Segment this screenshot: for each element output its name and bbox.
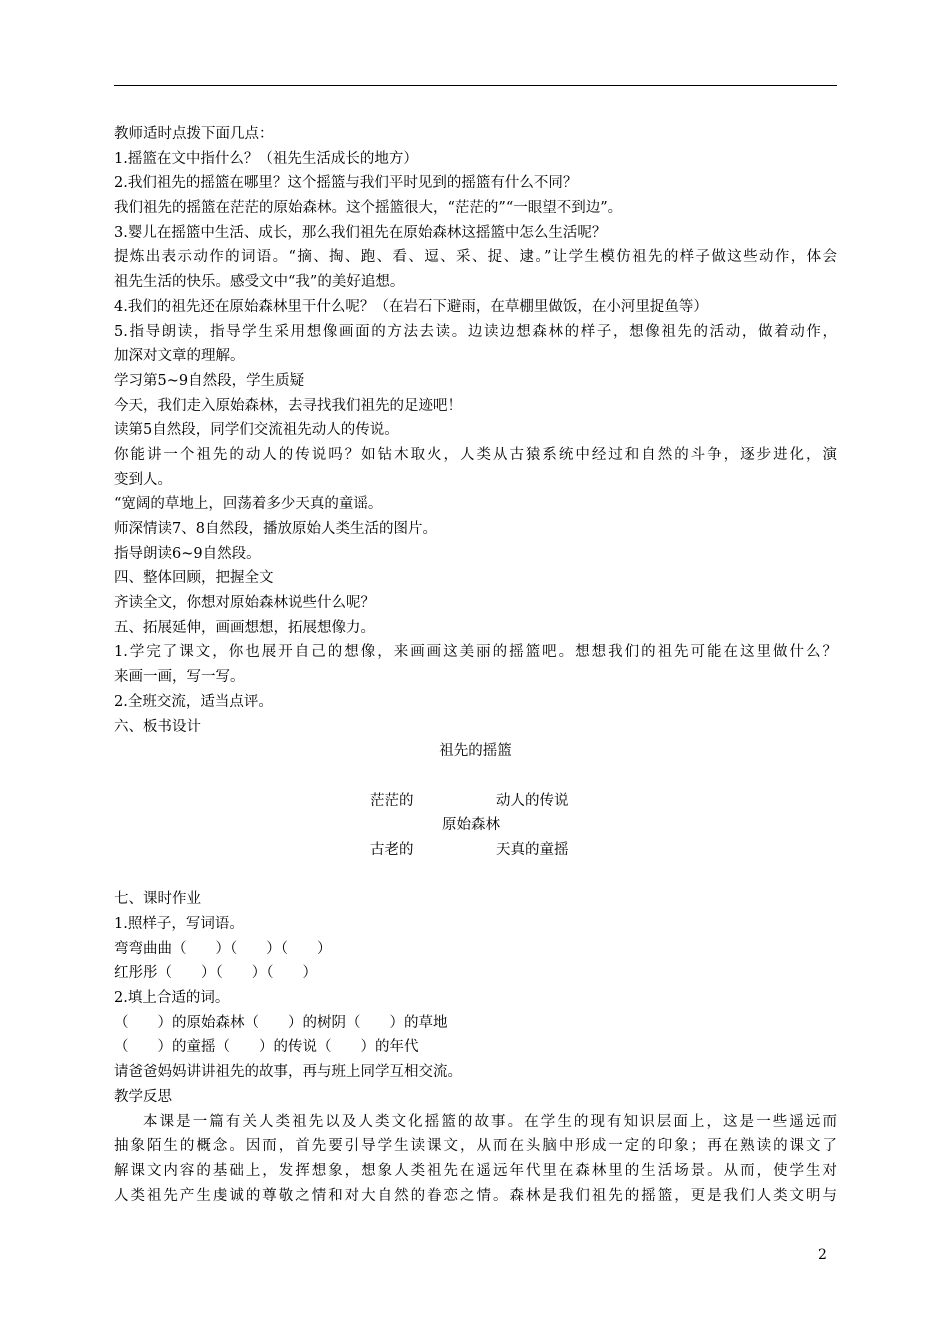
text-line: 1.摇篮在文中指什么？（祖先生活成长的地方）: [114, 150, 418, 167]
text-line: 请爸爸妈妈讲讲祖先的故事，再与班上同学互相交流。: [114, 1064, 462, 1081]
board-row: [114, 789, 837, 814]
text-line: 齐读全文，你想对原始森林说些什么呢？: [114, 595, 375, 612]
text-line: 来画一画，写一写。: [114, 669, 245, 686]
text-line: 教师适时点拨下面几点：: [114, 126, 274, 142]
text-line: 4.我们的祖先还在原始森林里干什么呢？（在岩石下避雨，在草棚里做饭，在小河里捉鱼等）: [114, 298, 708, 315]
text-line: 弯弯曲曲（ ）（ ）（ ）: [114, 940, 332, 957]
board-row: [114, 813, 837, 838]
text-line: 祖先生活的快乐。感受文中“我”的美好追想。: [114, 274, 405, 291]
text-line: 1.学完了课文，你也展开自己的想像，来画画这美丽的摇篮吧。想想我们的祖先可能在这里做什么？: [114, 644, 837, 661]
text-line: 2.全班交流，适当点评。: [114, 693, 273, 710]
text-line: 学习第5~9自然段，学生质疑: [114, 372, 305, 389]
text-line: 3.婴儿在摇篮中生活、成长，那么我们祖先在原始森林这摇篮中怎么生活呢？: [114, 224, 607, 241]
text-line: 指导朗读6~9自然段。: [114, 545, 261, 562]
text-line: 你能讲一个祖先的动人的传说吗？如钻木取火，人类从古猿系统中经过和自然的斗争，逐步进化，演: [114, 446, 837, 463]
page-number: 2: [818, 1247, 827, 1263]
board-right-top: 动人的传说: [496, 792, 569, 809]
text-line: 红彤彤（ ）（ ）（ ）: [114, 965, 317, 982]
section-heading: 五、拓展延伸，画画想想，拓展想像力。: [114, 619, 375, 636]
section-heading: 四、整体回顾，把握全文: [114, 570, 274, 587]
text-line: 变到人。: [114, 471, 172, 488]
text-line: 今天，我们走入原始森林，去寻找我们祖先的足迹吧！: [114, 397, 462, 414]
text-line: 1.照样子，写词语。: [114, 916, 244, 932]
text-line: 5.指导朗读，指导学生采用想像画面的方法去读。边读边想森林的样子，想像祖先的活动，做着动作，: [114, 323, 837, 340]
text-line: 2.我们祖先的摇篮在哪里？这个摇篮与我们平时见到的摇篮有什么不同？: [114, 175, 578, 192]
header-rule: [114, 85, 837, 86]
spacer: [114, 863, 837, 888]
board-center: 原始森林: [442, 817, 500, 834]
board-right-bottom: 天真的童摇: [496, 841, 569, 858]
board-left-top: 茫茫的: [370, 792, 414, 809]
text-line: 解课文内容的基础上，发挥想象，想象人类祖先在遥远年代里在森林里的生活场景。从而，使学生对: [114, 1162, 837, 1179]
text-line: 抽象陌生的概念。因而，首先要引导学生读课文，从而在头脑中形成一定的印象；再在熟读的课文了: [114, 1138, 837, 1155]
text-line: 本课是一篇有关人类祖先以及人类文化摇篮的故事。在学生的现有知识层面上，这是一些遥远而: [143, 1113, 837, 1130]
board-left-bottom: 古老的: [370, 841, 414, 858]
text-line: （ ）的原始森林（ ）的树阴（ ）的草地: [114, 1014, 448, 1031]
text-line: 我们祖先的摇篮在茫茫的原始森林。这个摇篮很大，“茫茫的”“一眼望不到边”。: [114, 200, 623, 217]
text-line: 读第5自然段，同学们交流祖先动人的传说。: [114, 422, 399, 439]
board-row: [114, 838, 837, 863]
document-body: [114, 122, 837, 1208]
text-line: 2.填上合适的词。: [114, 990, 230, 1007]
section-heading: 六、板书设计: [114, 718, 201, 735]
text-line: （ ）的童摇（ ）的传说（ ）的年代: [114, 1039, 419, 1056]
text-line: 加深对文章的理解。: [114, 348, 245, 365]
text-line: “宽阔的草地上，回荡着多少天真的童谣。: [114, 496, 383, 513]
section-heading: 教学反思: [114, 1088, 172, 1105]
text-line: 提炼出表示动作的词语。“摘、掏、跑、看、逗、采、捉、逮。”让学生模仿祖先的样子做这些动作，体会: [114, 249, 837, 266]
spacer: [114, 764, 837, 789]
text-line: 师深情读7、8自然段，播放原始人类生活的图片。: [114, 521, 437, 537]
board-title: 祖先的摇篮: [439, 743, 512, 760]
text-line: 人类祖先产生虔诚的尊敬之情和对大自然的眷恋之情。森林是我们祖先的摇篮，更是我们人类文明与: [114, 1187, 837, 1204]
section-heading: 七、课时作业: [114, 891, 201, 908]
